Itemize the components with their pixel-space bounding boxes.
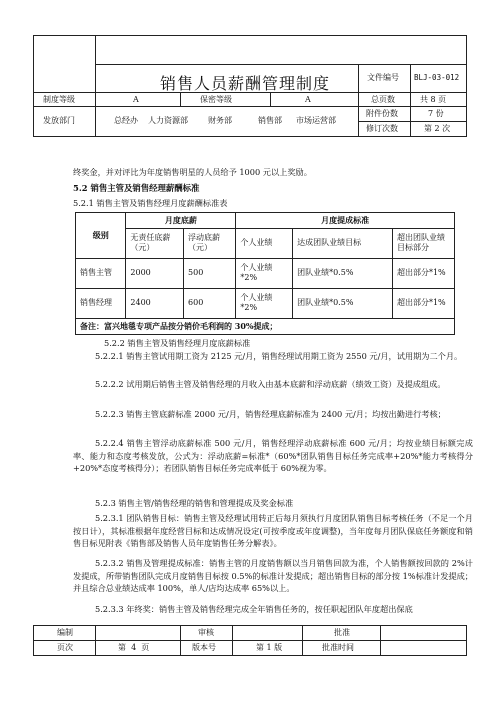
dept-item: 总经办 (114, 116, 138, 125)
total-pages-value: 共 8 页 (420, 95, 447, 104)
cell-base: 2000 (126, 258, 184, 288)
subheader-exceed: 超出团队业绩目标部分 (392, 228, 454, 258)
attachment-copies-label: 附件份数 (366, 109, 398, 118)
approval-time-label: 批准时间 (322, 643, 354, 652)
paragraph-5-2-2-4: 5.2.2.4 销售主管浮动底薪标准 500 元/月，销售经理浮动底薪标准 600 元/月；均按业绩目标额完成率、能力和态度考核发放，公式为：浮动底薪=标准*（60%*团队销售目标任务完成率+20%*能力考核得分+20%*态度考核得分）；若团队销售目标任务完成率低于 60%视为零。 (73, 438, 473, 474)
total-pages-label: 总页数 (371, 95, 395, 104)
cell-level: 销售主管 (76, 258, 126, 288)
table-row (76, 288, 455, 318)
security-level-value: A (305, 95, 311, 104)
approver-label: 批准 (334, 628, 350, 637)
page-number-label: 页次 (57, 643, 73, 652)
revision-count-value: 第 2 次 (424, 124, 451, 133)
prepared-by-label: 编制 (57, 628, 73, 637)
file-number-value: BLJ-03-012 (414, 73, 460, 82)
paragraph-5-2-3-3: 5.2.3.3 年终奖：销售主管及销售经理完成全年销售任务的，按任职起团队年度超出保底 (95, 604, 413, 614)
file-number-label: 文件编号 (367, 73, 399, 82)
paragraph-5-2-2-3: 5.2.2.3 销售主管底薪标准 2000 元/月，销售经理底薪标准为 2400 元/月；均按出勤进行考核； (95, 409, 446, 419)
cell-exceed: 超出部分*1% (392, 288, 454, 318)
subheader-personal: 个人业绩 (236, 228, 293, 258)
reviewer-label: 审核 (198, 628, 214, 637)
cell-team: 团队业绩*0.5% (293, 258, 393, 288)
subheader-nonresp-base: 无责任底薪（元） (126, 228, 184, 258)
dept-item: 人力资源部 (148, 116, 188, 125)
paragraph-5-2-3-2: 5.2.3.2 销售及管理提成标准：销售主管的月度销售额以当月销售回款为准，个人销售额按回款的 2%计发提成，所带销售团队完成月度销售目标按 0.5%的标准计发提成；超出销售目标的部分按 1%标准计发提成；并且综合总业绩达成率 100%，单人/店均达成率 65%以上。 (73, 558, 473, 594)
cell-team: 团队业绩*0.5% (293, 288, 393, 318)
attachment-copies-value: 7 份 (428, 109, 444, 118)
col-header-commission: 月度提成标准 (236, 213, 455, 229)
policy-level-label: 制度等级 (43, 95, 75, 104)
section-heading-5-2-2: 5.2.2 销售主管及销售经理月度底薪标准 (104, 338, 251, 348)
security-level-label: 保密等级 (200, 95, 232, 104)
salary-standard-table (75, 212, 455, 335)
table-note: 备注：富兴地毯专项产品按分销价毛利润的 30%提成； (76, 318, 455, 334)
section-heading-5-2-3: 5.2.3 销售主管/销售经理的销售和管理提成及奖金标准 (95, 498, 294, 508)
paragraph-5-2-2-1: 5.2.2.1 销售主管试用期工资为 2125 元/月，销售经理试用期工资为 2550 元/月，试用期为二个月。 (95, 351, 463, 361)
page-number-value: 第 4 页 (118, 643, 150, 652)
revision-count-label: 修订次数 (366, 124, 398, 133)
cell-personal: 个人业绩*2% (236, 258, 293, 288)
paragraph-5-2-2-2: 5.2.2.2 试用期后销售主管及销售经理的月收入由基本底薪和浮动底薪（绩效工资）及提成组成。 (95, 379, 446, 389)
section-heading-5-2-1: 5.2.1 销售主管及销售经理月度薪酬标准表 (73, 198, 228, 208)
subheader-team: 达成团队业绩目标 (293, 228, 393, 258)
distribution-dept-label: 发放部门 (43, 116, 75, 125)
cell-exceed: 超出部分*1% (392, 258, 454, 288)
col-header-level: 级别 (76, 213, 126, 259)
cell-float: 500 (184, 258, 236, 288)
cell-float: 600 (184, 288, 236, 318)
intro-paragraph: 终奖金，并对评比为年度销售明星的人员给予 1000 元以上奖励。 (73, 167, 312, 177)
cell-personal: 个人业绩*2% (236, 288, 293, 318)
cell-level: 销售经理 (76, 288, 126, 318)
dept-item: 销售部 (258, 116, 282, 125)
table-row (76, 258, 455, 288)
section-heading-5-2: 5.2 销售主管及销售经理薪酬标准 (73, 183, 200, 193)
cell-base: 2400 (126, 288, 184, 318)
paragraph-5-2-3-1: 5.2.3.1 团队销售目标：销售主管及经理试用转正后每月须执行月度团队销售目标考核任务（不足一个月按日计），其标准根据年度经营目标和达成情况设定(可按季度或年度调整)，当年度每月团队保底任务额度和销售目标见附表《销售部及销售人员年度销售任务分解表》。 (73, 513, 473, 549)
col-header-monthly-base: 月度底薪 (126, 213, 236, 229)
version-value: 第 1 版 (256, 643, 283, 652)
dept-item: 财务部 (208, 116, 232, 125)
version-label: 版本号 (192, 643, 216, 652)
document-title: 销售人员薪酬管理制度 (160, 74, 331, 93)
dept-item: 市场运营部 (296, 116, 336, 125)
subheader-float-base: 浮动底薪（元） (184, 228, 236, 258)
policy-level-value: A (133, 95, 139, 104)
